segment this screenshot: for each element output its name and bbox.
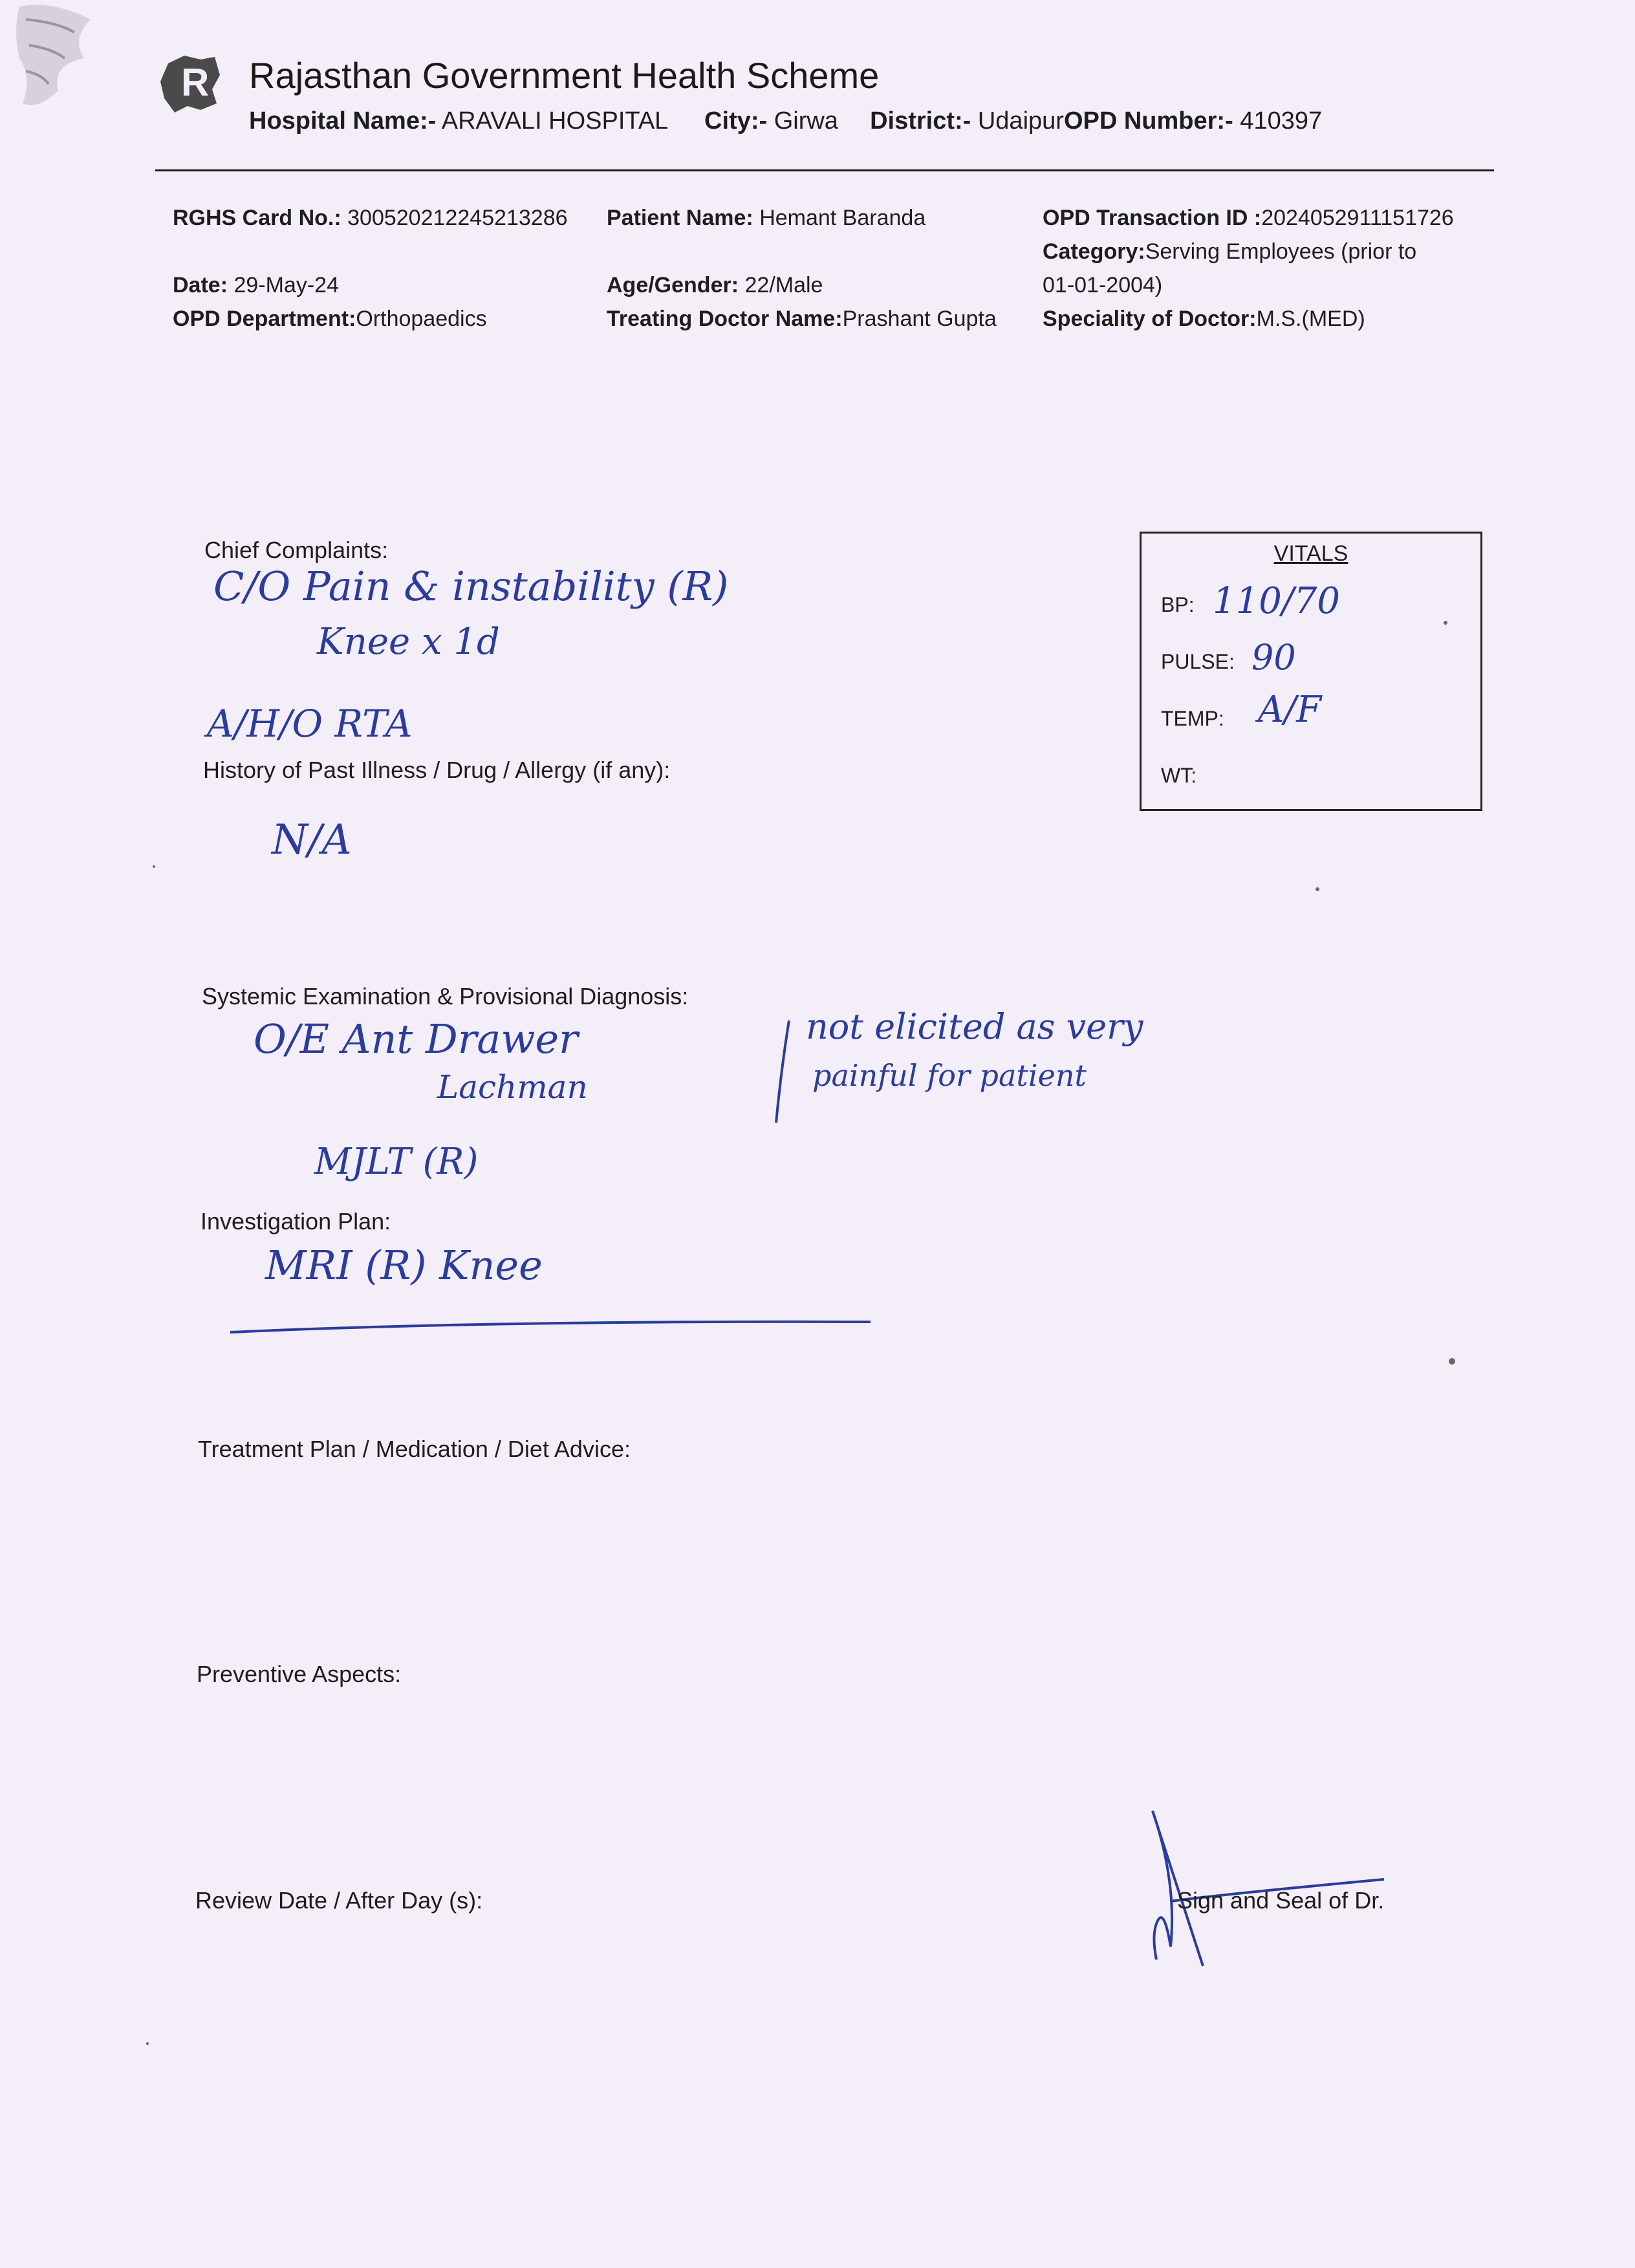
speck	[1444, 621, 1447, 625]
vitals-box	[1140, 532, 1482, 811]
age-gender-field	[607, 273, 823, 298]
treating-doctor-label: Treating Doctor Name:	[607, 307, 843, 331]
opd-number-value: 410397	[1240, 107, 1323, 135]
wt-label: WT:	[1161, 764, 1197, 787]
hospital-value: ARAVALI HOSPITAL	[441, 107, 667, 135]
vitals-title: VITALS	[1273, 541, 1348, 566]
category-value-1: Serving Employees (prior to	[1145, 239, 1417, 264]
exam-note-line2: painful for patient	[812, 1058, 1087, 1093]
category-label: Category:	[1043, 239, 1145, 264]
patient-name-label: Patient Name:	[607, 206, 753, 230]
opd-department-value: Orthopaedics	[356, 307, 487, 331]
patient-name-field	[607, 206, 926, 231]
age-gender-value: 22/Male	[744, 273, 823, 297]
exam-divider-stroke	[770, 1017, 796, 1127]
bp-label: BP:	[1161, 593, 1195, 616]
age-gender-label: Age/Gender:	[607, 273, 739, 297]
review-date-label: Review Date / After Day (s):	[195, 1887, 483, 1914]
rghs-card-label: RGHS Card No.:	[173, 206, 341, 230]
rghs-card-field	[173, 206, 568, 231]
treatment-label: Treatment Plan / Medication / Diet Advice:	[198, 1436, 631, 1462]
exam-handwritten-line1: O/E Ant Drawer	[254, 1015, 578, 1063]
speck	[153, 865, 155, 868]
district-label: District:-	[870, 107, 971, 135]
date-label: Date:	[173, 273, 228, 297]
pulse-value: 90	[1251, 637, 1296, 678]
opd-transaction-value: 2024052911151726	[1261, 206, 1454, 230]
speciality-field	[1043, 307, 1365, 332]
complaint-handwritten-line3: A/H/O RTA	[207, 702, 413, 746]
svg-text:R: R	[181, 61, 210, 104]
city-value: Girwa	[774, 107, 838, 135]
opd-department-label: OPD Department:	[173, 307, 356, 331]
speck	[1316, 887, 1319, 891]
preventive-label: Preventive Aspects:	[197, 1661, 402, 1687]
history-handwritten: N/A	[272, 816, 352, 864]
bp-value: 110/70	[1213, 580, 1341, 622]
investigation-handwritten: MRI (R) Knee	[265, 1242, 543, 1289]
chief-complaints-label: Chief Complaints:	[204, 537, 389, 563]
hospital-label: Hospital Name:-	[249, 107, 437, 135]
opd-department-field	[173, 307, 487, 332]
category-value-line2: 01-01-2004)	[1043, 273, 1163, 297]
header-divider	[155, 169, 1494, 171]
speck	[1449, 1358, 1455, 1365]
diagnosis-handwritten: MJLT (R)	[314, 1141, 479, 1183]
complaint-handwritten-line1: C/O Pain & instability (R)	[213, 563, 729, 610]
date-value: 29-May-24	[233, 273, 339, 297]
rghs-card-value: 300520212245213286	[347, 206, 568, 230]
treating-doctor-field	[607, 307, 997, 332]
scheme-title: Rajasthan Government Health Scheme	[249, 55, 880, 96]
corner-stain	[13, 0, 110, 116]
treating-doctor-value: Prashant Gupta	[842, 307, 997, 331]
history-label: History of Past Illness / Drug / Allergy (if any):	[203, 757, 671, 783]
district-value: Udaipur	[977, 107, 1064, 135]
temp-label: TEMP:	[1161, 707, 1224, 730]
sign-seal-label: Sign and Seal of Dr.	[1177, 1887, 1385, 1914]
exam-note-line1: not elicited as very	[806, 1006, 1143, 1047]
systemic-exam-label: Systemic Examination & Provisional Diagnosis:	[202, 983, 689, 1010]
opd-transaction-label: OPD Transaction ID :	[1043, 206, 1262, 230]
temp-value: A/F	[1258, 689, 1322, 731]
patient-name-value: Hemant Baranda	[759, 206, 926, 230]
city-label: City:-	[704, 107, 768, 135]
investigation-underline	[226, 1306, 873, 1339]
category-field	[1043, 239, 1416, 265]
hospital-line	[249, 107, 1322, 135]
speck	[146, 2042, 149, 2045]
opd-transaction-field	[1043, 206, 1454, 231]
investigation-label: Investigation Plan:	[200, 1208, 391, 1235]
rghs-logo-icon	[155, 50, 226, 115]
speciality-label: Speciality of Doctor:	[1043, 307, 1257, 331]
pulse-label: PULSE:	[1161, 650, 1235, 673]
date-field	[173, 273, 339, 298]
exam-handwritten-line2: Lachman	[437, 1068, 588, 1106]
opd-number-label: OPD Number:-	[1063, 107, 1233, 135]
complaint-handwritten-line2: Knee x 1d	[317, 621, 500, 663]
speciality-value: M.S.(MED)	[1256, 307, 1365, 331]
